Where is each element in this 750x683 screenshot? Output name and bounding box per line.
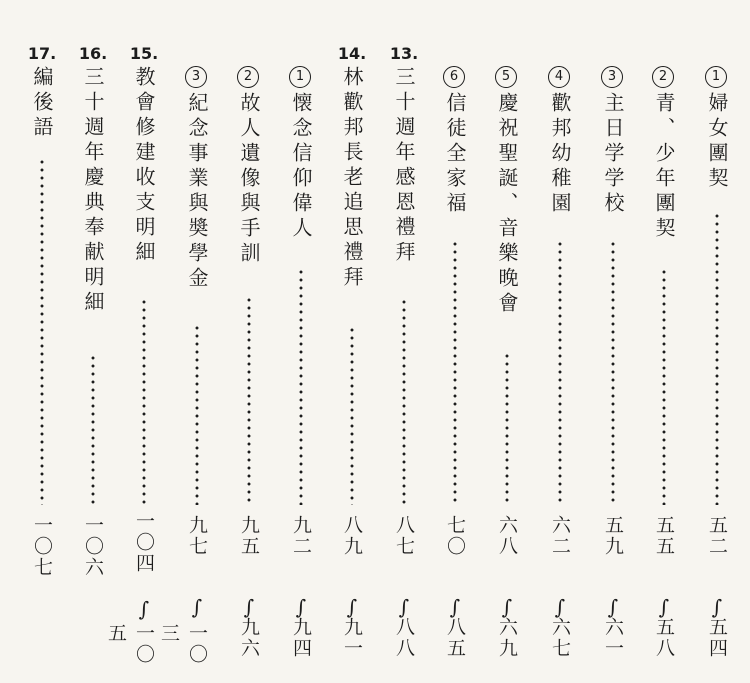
page-start: 八九	[341, 515, 363, 557]
circled-number-marker: 3	[601, 66, 623, 88]
page-end: 九六	[238, 617, 260, 659]
entry-title: 故人遺像與手訓	[237, 92, 261, 267]
page-end: 六九	[496, 617, 518, 659]
page-range	[538, 515, 582, 680]
page-start: 一〇六	[82, 515, 104, 578]
page-start: 五二	[706, 515, 728, 557]
toc-entry[interactable]	[382, 0, 426, 683]
entry-title: 編後語	[30, 66, 54, 141]
page-end: 五八	[653, 617, 675, 659]
page-range	[485, 515, 529, 680]
range-tilde: ∫	[243, 595, 255, 619]
page-range	[71, 515, 115, 680]
page-end: 六七	[549, 617, 571, 659]
circled-number-marker: 4	[548, 66, 570, 88]
page-start: 一〇七	[31, 515, 53, 578]
range-tilde: ∫	[398, 595, 410, 619]
page-end: 一〇三	[158, 623, 208, 665]
page-end: 五四	[706, 617, 728, 659]
dot-leader	[299, 268, 303, 505]
circled-number-marker: 5	[495, 66, 517, 88]
page-range	[105, 511, 166, 680]
page-end: 六一	[602, 617, 624, 659]
page-range	[642, 515, 686, 680]
entry-title: 青、少年團契	[652, 92, 676, 242]
dot-leader	[142, 298, 146, 505]
page-range	[695, 515, 739, 680]
page-start: 六二	[549, 515, 571, 557]
range-tilde: ∫	[449, 595, 461, 619]
range-tilde: ∫	[295, 595, 307, 619]
page-range	[20, 515, 64, 680]
dot-leader	[611, 240, 615, 505]
dot-leader	[715, 212, 719, 505]
page-start: 五五	[653, 515, 675, 557]
circled-number-marker: 2	[652, 66, 674, 88]
page-start: 九二	[290, 515, 312, 557]
range-tilde: ∫	[138, 597, 150, 621]
page-start: 七〇	[444, 515, 466, 557]
toc-entry[interactable]	[279, 0, 323, 683]
dot-leader	[91, 354, 95, 505]
entry-title: 主日学学校	[601, 92, 625, 217]
page-start: 一〇四	[133, 511, 155, 574]
circled-number-marker: 1	[289, 66, 311, 88]
page-range	[433, 515, 477, 680]
dot-leader	[505, 352, 509, 505]
entry-number: 15.	[129, 44, 159, 63]
page-start: 九七	[186, 515, 208, 557]
dot-leader	[195, 324, 199, 505]
page-range	[279, 515, 323, 680]
entry-title: 紀念事業與奬學金	[185, 92, 209, 292]
page-end: 九一	[341, 617, 363, 659]
page-end: 八五	[444, 617, 466, 659]
page-start: 八七	[393, 515, 415, 557]
toc-entry[interactable]	[433, 0, 477, 683]
dot-leader	[247, 296, 251, 505]
range-tilde: ∫	[346, 595, 358, 619]
range-tilde: ∫	[191, 595, 203, 619]
page-range	[330, 515, 374, 680]
entry-title: 信徒全家福	[443, 92, 467, 217]
circled-number-marker: 2	[237, 66, 259, 88]
range-tilde: ∫	[658, 595, 670, 619]
toc-entry[interactable]	[485, 0, 529, 683]
entry-title: 懐念信仰偉人	[289, 92, 313, 242]
page-range	[591, 515, 635, 680]
toc-entry[interactable]	[695, 0, 739, 683]
entry-number: 13.	[389, 44, 419, 63]
toc-entry[interactable]	[227, 0, 271, 683]
page-end: 八八	[393, 617, 415, 659]
page-start: 九五	[238, 515, 260, 557]
entry-title: 三十週年慶典奉献明細	[81, 66, 105, 316]
entry-number: 17.	[27, 44, 57, 63]
circled-number-marker: 1	[705, 66, 727, 88]
toc-entry[interactable]	[158, 0, 219, 683]
range-tilde: ∫	[554, 595, 566, 619]
entry-title: 歡邦幼稚園	[548, 92, 572, 217]
entry-title: 婦女團契	[705, 92, 729, 192]
entry-title: 慶祝聖誕、音樂晚會	[495, 92, 519, 317]
page-end: 一〇五	[105, 623, 155, 665]
range-tilde: ∫	[501, 595, 513, 619]
page-range	[382, 515, 426, 680]
toc-entry[interactable]	[20, 0, 64, 683]
dot-leader	[350, 326, 354, 505]
toc-entry[interactable]	[591, 0, 635, 683]
page-start: 五九	[602, 515, 624, 557]
toc-entry[interactable]	[71, 0, 115, 683]
entry-title: 林歡邦長老追思禮拜	[340, 66, 364, 291]
dot-leader	[453, 240, 457, 505]
range-tilde: ∫	[607, 595, 619, 619]
toc-entry[interactable]	[105, 0, 166, 683]
range-tilde: ∫	[711, 595, 723, 619]
dot-leader	[558, 240, 562, 505]
page-range	[158, 515, 219, 680]
toc-entry[interactable]	[538, 0, 582, 683]
page-start: 六八	[496, 515, 518, 557]
toc-entry[interactable]	[642, 0, 686, 683]
toc-entry[interactable]	[330, 0, 374, 683]
dot-leader	[40, 158, 44, 505]
entry-title: 教會修建收支明細	[132, 66, 156, 266]
page-end: 九四	[290, 617, 312, 659]
dot-leader	[402, 298, 406, 505]
entry-number: 16.	[78, 44, 108, 63]
dot-leader	[662, 268, 666, 505]
entry-number: 14.	[337, 44, 367, 63]
page-range	[227, 515, 271, 680]
circled-number-marker: 6	[443, 66, 465, 88]
circled-number-marker: 3	[185, 66, 207, 88]
entry-title: 三十週年感恩禮拜	[392, 66, 416, 266]
